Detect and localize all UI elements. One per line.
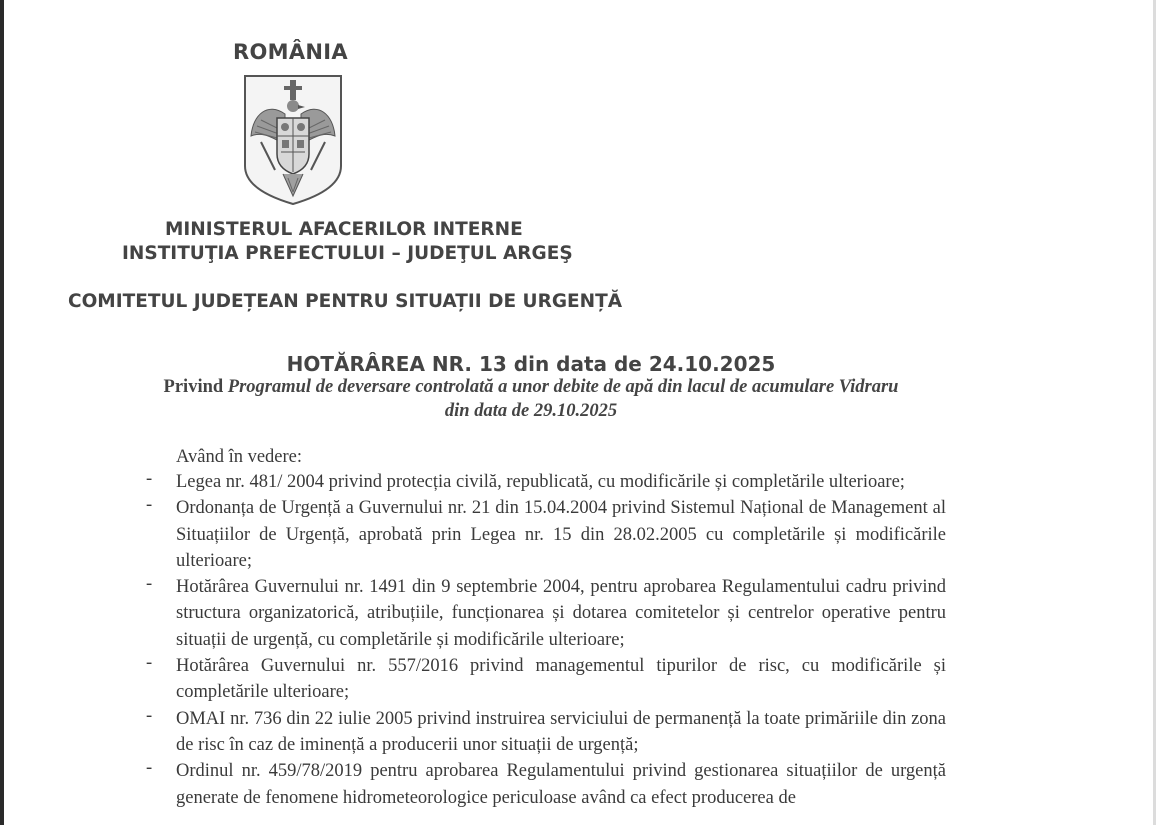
legal-basis-list xyxy=(0,469,1156,811)
list-item-text: Legea nr. 481/ 2004 privind protecția civilă, republicată, cu modificările și completările ulterioare; xyxy=(176,472,905,492)
list-bullet: - xyxy=(146,574,153,595)
list-item xyxy=(0,758,1156,811)
decision-title: HOTĂRÂREA NR. 13 din data de 24.10.2025 xyxy=(286,352,776,376)
list-item xyxy=(0,574,1156,653)
list-bullet: - xyxy=(146,469,153,489)
list-bullet: - xyxy=(146,705,153,726)
list-bullet: - xyxy=(146,495,153,516)
country-heading: ROMÂNIA xyxy=(233,40,348,64)
list-item-text: Hotărârea Guvernului nr. 557/2016 privind managementul tipurilor de risc, cu modificările și completările ulterioare; xyxy=(176,656,946,703)
decision-subject-prefix: Privind xyxy=(163,377,228,397)
list-item-text: OMAI nr. 736 din 22 iulie 2005 privind instruirea serviciului de permanență la toate primăriile din zona de risc în caz de iminență a producerii unor situații de urgență; xyxy=(176,708,946,755)
committee-heading: COMITETUL JUDEȚEAN PENTRU SITUAȚII DE URGENȚĂ xyxy=(68,291,623,312)
list-item-text: Hotărârea Guvernului nr. 1491 din 9 septembrie 2004, pentru aprobarea Regulamentului cadru privind structura organizatorică, atribuțiile, funcționarea și dotarea comitetelor și centrelor operative pentru situații de urgență, cu completările și modificările ulterioare; xyxy=(176,577,946,650)
decision-subject-line-2 xyxy=(0,401,1062,422)
ministry-heading: MINISTERUL AFACERILOR INTERNE xyxy=(165,219,523,240)
decision-subject-italic-2: din data de 29.10.2025 xyxy=(444,401,618,421)
romania-coat-of-arms-icon xyxy=(243,74,343,206)
list-item xyxy=(0,495,1156,574)
decision-subject-line-1 xyxy=(0,377,1062,398)
list-item-text: Ordinul nr. 459/78/2019 pentru aprobarea Regulamentului privind gestionarea situațiilor de urgență generate de fenomene hidrometeorologice periculoase având ca efect producerea de xyxy=(176,761,946,808)
list-item-text: Ordonanța de Urgență a Guvernului nr. 21 din 15.04.2004 privind Sistemul Național de Management al Situațiilor de Urgență, aprobată prin Legea nr. 15 din 28.02.2005 cu completările și modificările ulterioare; xyxy=(176,498,946,571)
list-item xyxy=(0,653,1156,706)
list-item xyxy=(0,469,1156,495)
list-item xyxy=(0,706,1156,759)
decision-subject-italic-1: Programul de deversare controlată a unor debite de apă din lacul de acumulare Vidraru xyxy=(227,377,899,397)
list-bullet: - xyxy=(146,653,153,674)
institution-heading: INSTITUŢIA PREFECTULUI – JUDEŢUL ARGEŞ xyxy=(122,243,573,264)
legal-basis-intro: Având în vedere: xyxy=(176,447,303,467)
list-bullet: - xyxy=(146,758,153,779)
